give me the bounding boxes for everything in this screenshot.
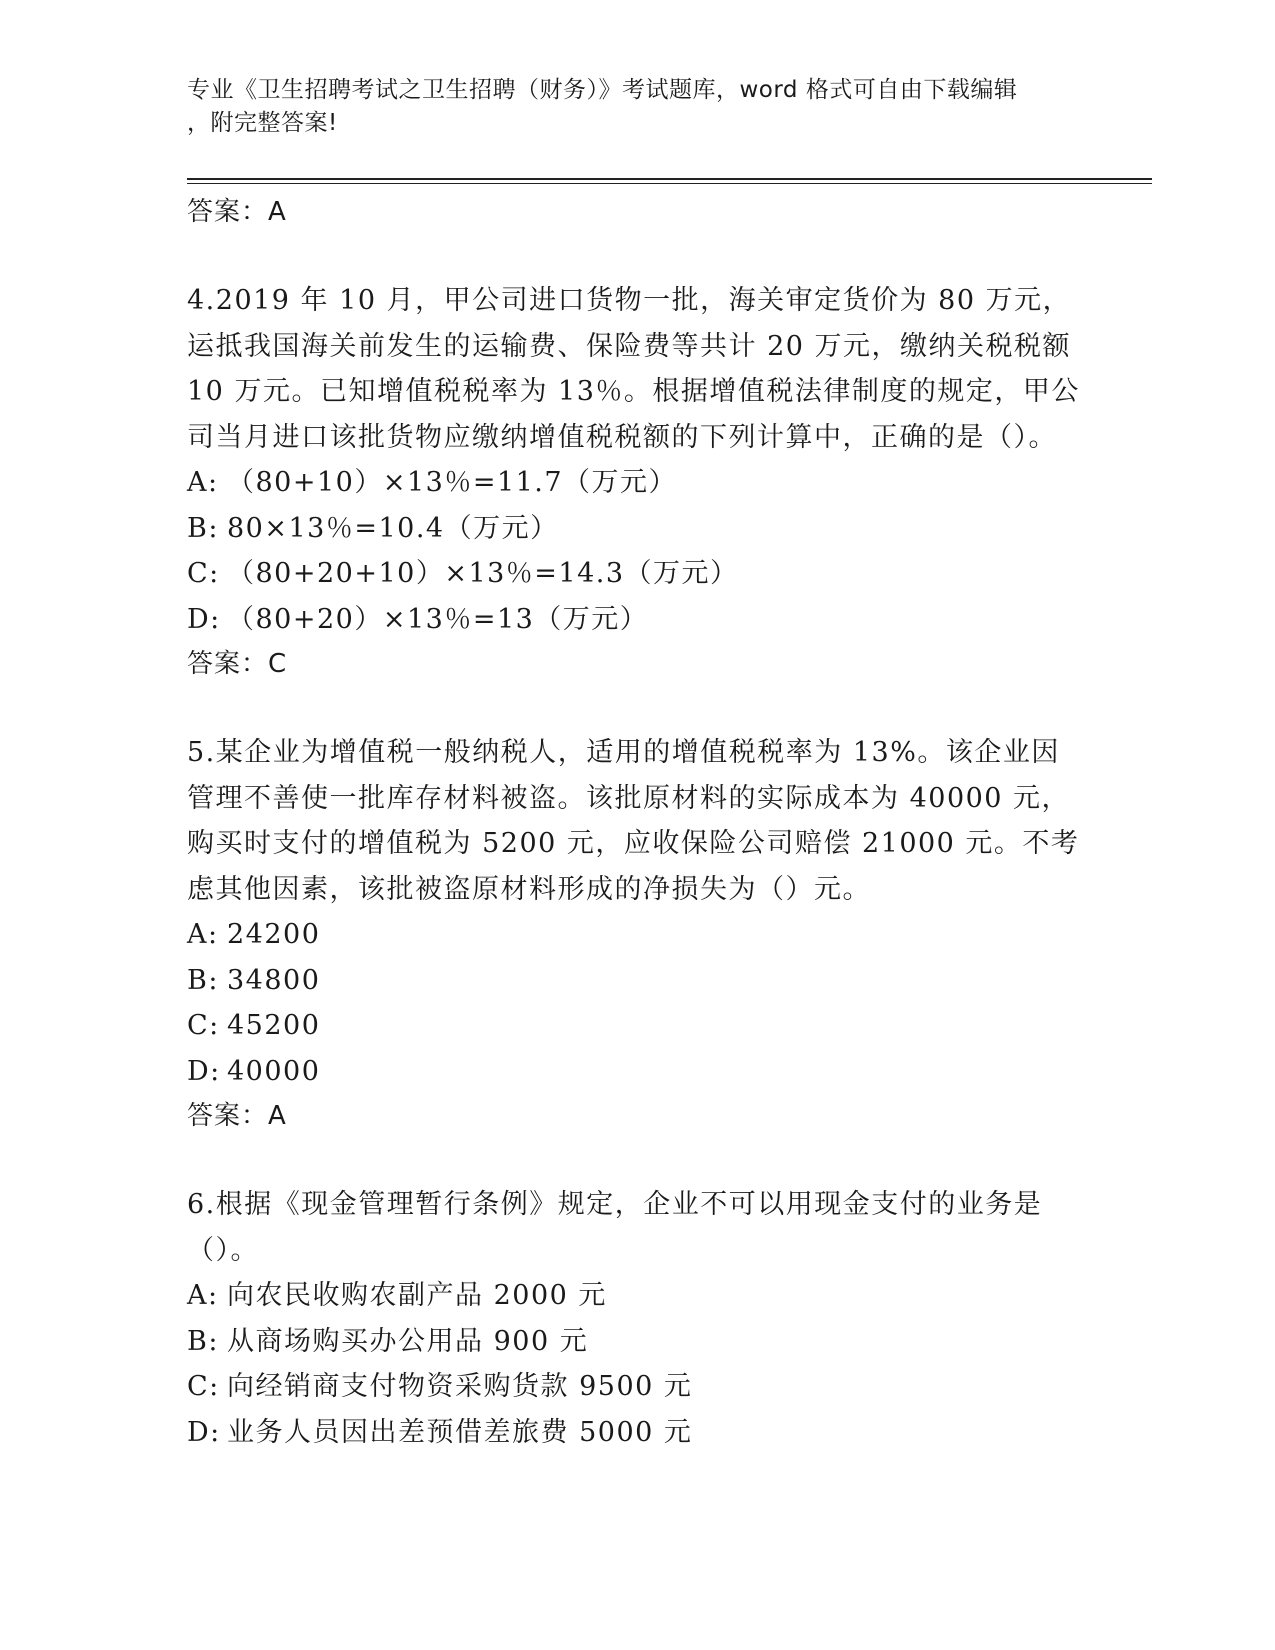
option-letter: A: bbox=[187, 1280, 219, 1311]
option-text: （80+20+10）×13％=14.3（万元） bbox=[227, 558, 739, 589]
option-text: 24200 bbox=[227, 919, 321, 950]
option-letter: B: bbox=[187, 964, 219, 996]
option-letter: A: bbox=[187, 919, 219, 950]
spacer bbox=[187, 234, 1087, 278]
header-line-2: ，附完整答案! bbox=[187, 110, 338, 136]
option-a bbox=[187, 1273, 1087, 1319]
question-6 bbox=[187, 1182, 1087, 1455]
question-4 bbox=[187, 278, 1087, 686]
option-letter: B: bbox=[187, 512, 219, 544]
option-text: 40000 bbox=[227, 1055, 321, 1087]
option-a bbox=[187, 460, 1087, 506]
option-text: （80+20）×13％=13（万元） bbox=[227, 603, 649, 635]
option-text: 45200 bbox=[227, 1010, 321, 1041]
header-rule-thin bbox=[187, 183, 1152, 184]
option-c bbox=[187, 1003, 1087, 1049]
option-letter: D: bbox=[187, 1416, 221, 1448]
header-line-1: 专业《卫生招聘考试之卫生招聘（财务）》考试题库，word 格式可自由下载编辑 bbox=[187, 77, 1018, 103]
option-text: 从商场购买办公用品 900 元 bbox=[227, 1325, 589, 1357]
option-c bbox=[187, 551, 1087, 597]
option-d bbox=[187, 1410, 1087, 1456]
option-letter: B: bbox=[187, 1325, 219, 1357]
option-d bbox=[187, 1049, 1087, 1095]
spacer bbox=[187, 686, 1087, 730]
option-text: 向经销商支付物资采购货款 9500 元 bbox=[227, 1371, 693, 1402]
option-text: 业务人员因出差预借差旅费 5000 元 bbox=[227, 1416, 693, 1448]
question-5 bbox=[187, 730, 1087, 1138]
option-d bbox=[187, 597, 1087, 643]
question-content bbox=[187, 190, 1087, 1455]
option-text: （80+10）×13％=11.7（万元） bbox=[227, 467, 678, 498]
answer-line: 答案：A bbox=[187, 1101, 287, 1131]
option-text: 80×13％=10.4（万元） bbox=[227, 512, 559, 544]
option-b bbox=[187, 506, 1087, 552]
option-c bbox=[187, 1364, 1087, 1410]
answer-line: 答案：C bbox=[187, 649, 288, 679]
spacer bbox=[187, 1138, 1087, 1182]
option-letter: C: bbox=[187, 558, 220, 589]
option-text: 34800 bbox=[227, 964, 321, 996]
question-text: 5.某企业为增值税一般纳税人，适用的增值税税率为 13%。该企业因管理不善使一批库存材料被盗。该批原材料的实际成本为 40000 元，购买时支付的增值税为 5200 元，应收保险公司赔偿 21000 元。不考虑其他因素，该批被盗原材料形成的净损失为（）元。 bbox=[187, 737, 1080, 905]
option-letter: C: bbox=[187, 1010, 220, 1041]
question-text: 6.根据《现金管理暂行条例》规定，企业不可以用现金支付的业务是（）。 bbox=[187, 1189, 1043, 1266]
header-rule bbox=[187, 178, 1152, 180]
option-a bbox=[187, 912, 1087, 958]
page-header bbox=[187, 74, 1067, 140]
option-letter: A: bbox=[187, 467, 219, 498]
option-letter: C: bbox=[187, 1371, 220, 1402]
option-letter: D: bbox=[187, 1055, 221, 1087]
option-b bbox=[187, 958, 1087, 1004]
option-b bbox=[187, 1319, 1087, 1365]
option-letter: D: bbox=[187, 603, 221, 635]
option-text: 向农民收购农副产品 2000 元 bbox=[227, 1280, 607, 1311]
question-text: 4.2019 年 10 月，甲公司进口货物一批，海关审定货价为 80 万元，运抵我国海关前发生的运输费、保险费等共计 20 万元，缴纳关税税额 10 万元。已知增值税税率为 13％。根据增值税法律制度的规定，甲公司当月进口该批货物应缴纳增值税税额的下列计算中，正确的是（）。 bbox=[187, 285, 1080, 453]
answer-line: 答案：A bbox=[187, 197, 287, 227]
